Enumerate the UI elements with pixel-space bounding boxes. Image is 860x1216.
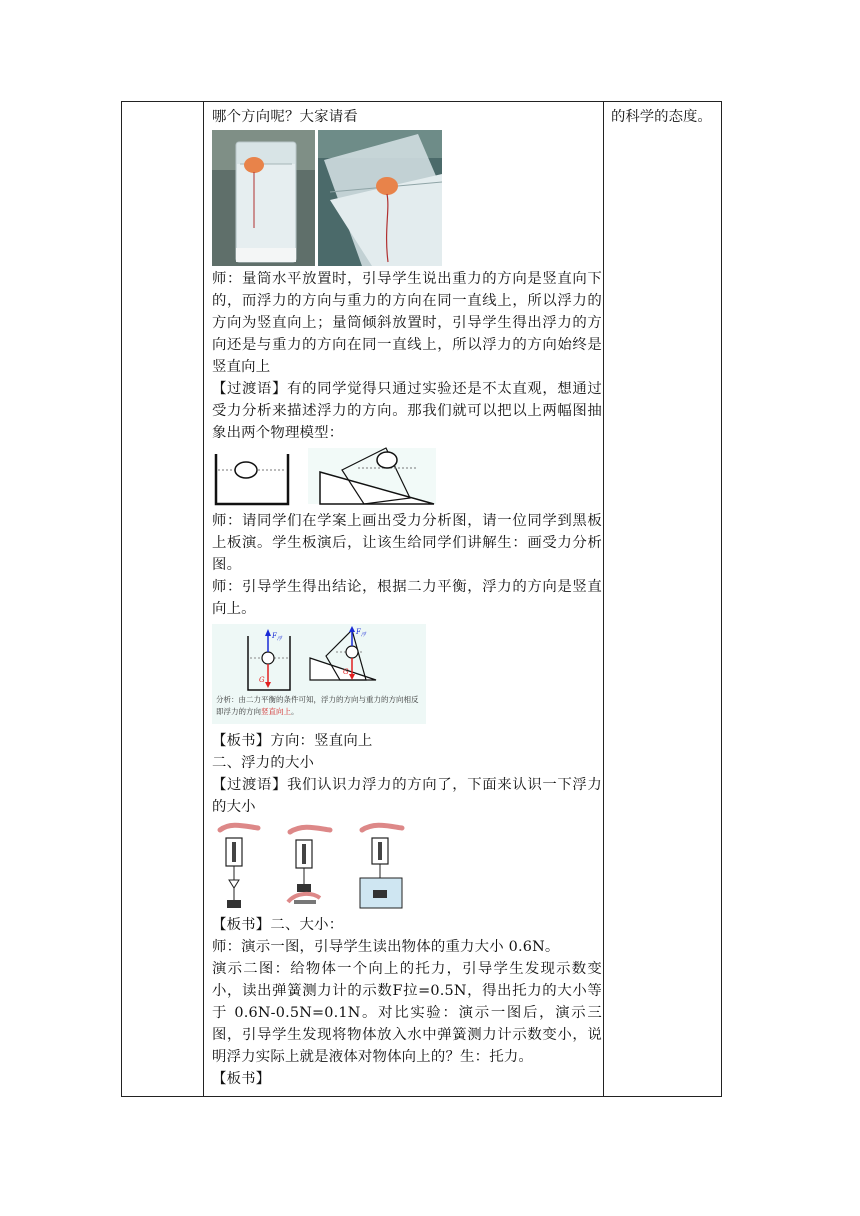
teacher-text-1: 师：量筒水平放置时，引导学生说出重力的方向是竖直向下的，而浮力的方向与重力的方向在同一直线上，所以浮力的方向为竖直向上；量筒倾斜放置时，引导学生得出浮力的方向还是与重力的方向在同一直线上，所以浮力的方向始终是竖直向上	[212, 271, 602, 375]
design-intent-text: 的科学的态度。	[611, 109, 712, 125]
demo-3-spring-scale-in-water	[360, 825, 402, 908]
teacher-text-4: 师：演示一图，引导学生读出物体的重力大小 0.6N。	[212, 939, 560, 955]
column-divider-2	[603, 102, 604, 1096]
lesson-table	[121, 101, 722, 1097]
photo-tilted-cylinder	[318, 130, 442, 266]
board-text-3: 【板书】	[212, 1071, 271, 1087]
force-analysis-figure	[212, 624, 426, 724]
demo-2-text: 演示二图：给物体一个向上的托力，引导学生发现示数变小，读出弹簧测力计的示数F拉=0.5N，得出托力的大小等于 0.6N-0.5N=0.1N。对比实验：演示一图后，演示三图，引导学生发现将物体放入水中弹簧测力计示数变小，说明浮力实际上就是液体对物体向上的？生：托力。	[212, 961, 602, 1065]
demo-1-spring-scale	[220, 825, 258, 908]
teacher-text-3: 师：引导学生得出结论，根据二力平衡，浮力的方向是竖直向上。	[212, 579, 602, 617]
analysis-caption-line-1: 分析：由二力平衡的条件可知，浮力的方向与重力的方向相反	[216, 695, 419, 704]
model-inclined-container	[308, 448, 436, 504]
teacher-text-2: 师：请同学们在学案上画出受力分析图，请一位同学到黑板上板演。学生板演后，让该生给同学们讲解生：画受力分析图。	[212, 513, 602, 573]
experiment-photos	[212, 130, 442, 266]
section-heading-2: 二、浮力的大小	[212, 755, 315, 771]
buoyancy-label: $F_浮$	[272, 632, 282, 642]
teaching-process-cell	[212, 106, 602, 1090]
intro-line: 哪个方向呢？大家请看	[212, 109, 358, 125]
buoyancy-label-2: $F_浮$	[356, 628, 366, 638]
column-divider-1	[203, 102, 204, 1096]
demo-2-spring-scale	[288, 827, 330, 904]
spring-scale-demos	[212, 822, 442, 912]
gravity-label-2: G	[343, 668, 349, 676]
board-text-1: 【板书】方向：竖直向上	[212, 733, 373, 749]
transition-text-2: 【过渡语】我们认识力浮力的方向了，下面来认识一下浮力的大小	[212, 777, 602, 815]
board-text-2: 【板书】二、大小：	[212, 917, 344, 933]
analysis-caption-line-2: 即浮力的方向竖直向上。	[216, 707, 299, 716]
physical-models-figure	[212, 446, 438, 508]
transition-text-1: 【过渡语】有的同学觉得只通过实验还是不太直观，想通过受力分析来描述浮力的方向。那我们就可以把以上两幅图抽象出两个物理模型：	[212, 381, 602, 441]
gravity-label: G	[259, 676, 265, 684]
design-intent-cell	[611, 106, 719, 128]
photo-upright-cylinder	[212, 130, 315, 266]
